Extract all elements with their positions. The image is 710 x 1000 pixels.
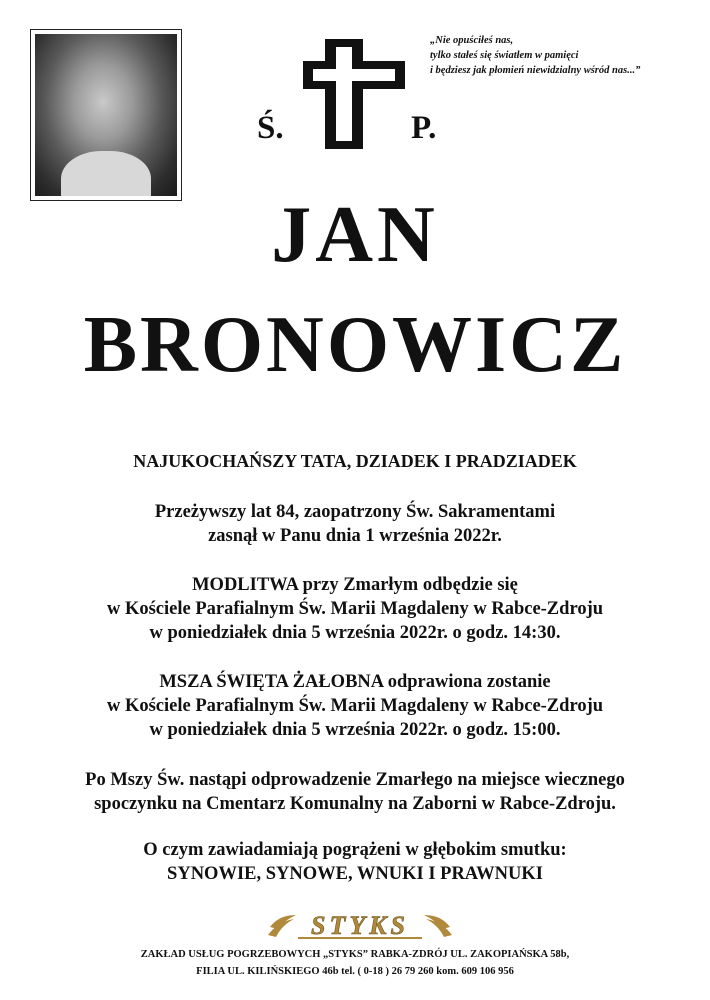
- memorial-quote: [430, 33, 700, 78]
- sp-left: Ś.: [257, 110, 284, 146]
- burial-info: [0, 768, 710, 816]
- mass-place: w Kościele Parafialnym Św. Marii Magdaleny w Rabce-Zdroju: [106, 696, 604, 716]
- death-notice: [0, 500, 710, 548]
- family-members: SYNOWIE, SYNOWE, WNUKI I PRAWNUKI: [167, 864, 543, 884]
- mass-info: [0, 670, 710, 742]
- cross-icon: [303, 39, 405, 149]
- sp-right: P.: [411, 110, 437, 146]
- quote-line: tylko stałeś się światłem w pamięci: [430, 50, 579, 61]
- quote-line: „Nie opuściłeś nas,: [430, 35, 514, 46]
- quote-line: i będziesz jak płomień niewidzialny wśród nas...”: [430, 65, 641, 76]
- prayer-text: przy Zmarłym odbędzie się: [297, 575, 518, 595]
- subtitle: NAJUKOCHAŃSZY TATA, DZIADEK I PRADZIADEK: [133, 451, 577, 471]
- prayer-info: [0, 573, 710, 645]
- first-name: JAN: [271, 191, 439, 279]
- family-role: [0, 449, 710, 473]
- burial-line: Po Mszy Św. nastąpi odprowadzenie Zmarłego na miejsce wiecznego: [85, 770, 625, 790]
- footer-line: FILIA UL. KILIŃSKIEGO 46b tel. ( 0-18 ) 26 79 260 kom. 609 106 956: [196, 966, 514, 977]
- death-line: zasnął w Panu dnia 1 września 2022r.: [208, 526, 502, 546]
- funeral-home-footer: [0, 946, 710, 980]
- footer-line: ZAKŁAD USŁUG POGRZEBOWYCH „STYKS” RABKA-ZDRÓJ UL. ZAKOPIAŃSKA 58b,: [140, 949, 570, 960]
- mass-lead: MSZA ŚWIĘTA ŻAŁOBNA: [159, 672, 384, 692]
- portrait-photo: [30, 29, 182, 201]
- mass-time: w poniedziałek dnia 5 września 2022r. o godz. 15:00.: [149, 720, 561, 740]
- prayer-place: w Kościele Parafialnym Św. Marii Magdaleny w Rabce-Zdroju: [106, 599, 604, 619]
- logo-text: STYKS: [310, 911, 410, 940]
- family-announcement: [0, 838, 710, 886]
- last-name: BRONOWICZ: [83, 301, 627, 389]
- mass-text: odprawiona zostanie: [383, 672, 551, 692]
- portrait-image: [35, 34, 177, 196]
- burial-line: spoczynku na Cmentarz Komunalny na Zaborni w Rabce-Zdroju.: [94, 794, 616, 814]
- death-line: Przeżywszy lat 84, zaopatrzony Św. Sakramentami: [154, 502, 556, 522]
- prayer-time: w poniedziałek dnia 5 września 2022r. o godz. 14:30.: [149, 623, 561, 643]
- prayer-lead: MODLITWA: [192, 575, 298, 595]
- styks-logo: [260, 905, 460, 945]
- family-line: O czym zawiadamiają pogrążeni w głębokim smutku:: [143, 840, 567, 860]
